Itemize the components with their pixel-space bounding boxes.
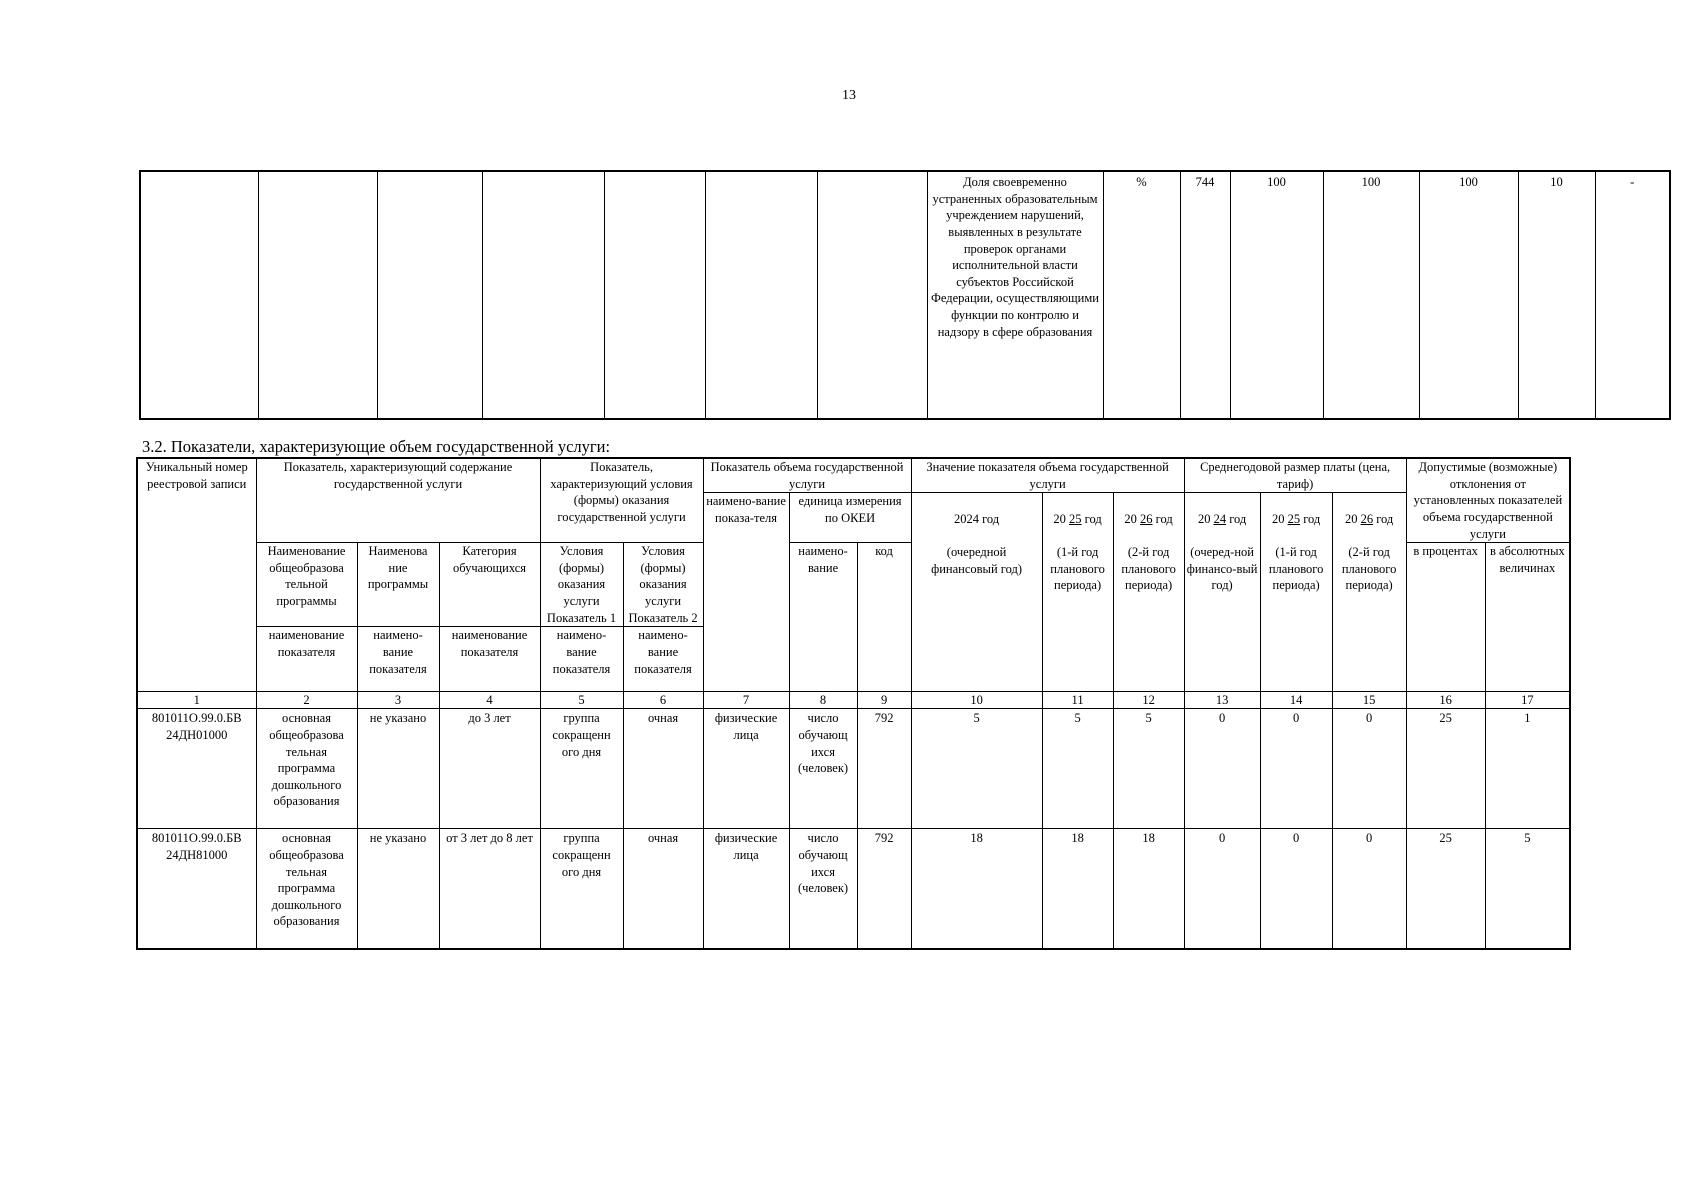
year-label (1045, 511, 1111, 528)
header-content-group: Показатель, характеризующий содержание государственной услуги (256, 458, 540, 543)
deviation-percent: 10 (1518, 171, 1595, 419)
deviation-percent: 25 (1406, 829, 1485, 950)
value-2025: 100 (1323, 171, 1419, 419)
section-title: 3.2. Показатели, характеризующие объем государственной услуги: (142, 437, 611, 456)
registry-number: 801011О.99.0.БВ 24ДН01000 (137, 709, 256, 829)
year-sub: (очередной финансовый год) (931, 544, 1022, 576)
value-2025: 18 (1042, 829, 1113, 950)
condition-2: очная (623, 829, 703, 950)
column-number-row (137, 692, 1570, 709)
volume-indicator-table (136, 457, 1571, 950)
header-indicator-1: наименование показателя (256, 627, 357, 692)
header-row (137, 458, 1570, 493)
column-number: 15 (1332, 692, 1406, 709)
header-registry-number: Уникальный номер реестровой записи (137, 458, 256, 692)
fee-2026: 0 (1332, 829, 1406, 950)
value-2024: 18 (911, 829, 1042, 950)
header-volume-group: Показатель объема государственной услуги (703, 458, 911, 493)
column-number: 8 (789, 692, 857, 709)
year-number: 26 (1140, 512, 1153, 527)
year-label (1335, 511, 1404, 528)
deviation-absolute: - (1595, 171, 1670, 419)
student-category: от 3 лет до 8 лет (439, 829, 540, 950)
header-category: Категория обучающихся (439, 543, 540, 627)
column-number: 6 (623, 692, 703, 709)
condition-1: группа сокращенн ого дня (540, 709, 623, 829)
year-sub: (1-й год планового периода) (1050, 544, 1105, 593)
year-sub: (1-й год планового периода) (1268, 544, 1324, 593)
header-deviation-group: Допустимые (возможные) отклонения от установленных показателей объема государственной услуги (1406, 458, 1570, 543)
header-conditions-group: Показатель, характеризующий условия (формы) оказания государственной услуги (540, 458, 703, 543)
header-year-2025 (1042, 493, 1113, 692)
year-label (1187, 511, 1258, 528)
header-indicator-name: наимено-вание показа-теля (703, 493, 789, 692)
fee-2025: 0 (1260, 709, 1332, 829)
year-prefix: 20 (1344, 512, 1358, 527)
value-2026: 18 (1113, 829, 1184, 950)
header-fee-group: Среднегодовой размер платы (цена, тариф) (1184, 458, 1406, 493)
year-label (1263, 511, 1330, 528)
column-number: 1 (137, 692, 256, 709)
fee-2025: 0 (1260, 829, 1332, 950)
empty-cell (604, 171, 705, 419)
column-number: 3 (357, 692, 439, 709)
column-number: 7 (703, 692, 789, 709)
table-row (137, 829, 1570, 950)
header-condition-2: Условия (формы) оказания услуги Показатель 2 (623, 543, 703, 627)
value-2026: 5 (1113, 709, 1184, 829)
empty-cell (140, 171, 258, 419)
year-suffix: год (1229, 512, 1247, 527)
column-number: 17 (1485, 692, 1570, 709)
column-number: 16 (1406, 692, 1485, 709)
deviation-absolute: 5 (1485, 829, 1570, 950)
deviation-absolute: 1 (1485, 709, 1570, 829)
column-number: 9 (857, 692, 911, 709)
year-prefix: 20 (1197, 512, 1211, 527)
header-unit-name: наимено-вание (789, 543, 857, 692)
indicator-name: Доля своевременно устраненных образовательным учреждением нарушений, выявленных в результате проверок органами исполнительной власти субъектов Российской Федерации, осуществляющими функции по контролю и надзору в сфере образования (927, 171, 1103, 419)
empty-cell (817, 171, 927, 419)
page-number: 13 (842, 88, 856, 103)
indicator-name: физические лица (703, 829, 789, 950)
year-label: 2024 год (953, 512, 1000, 527)
student-category: до 3 лет (439, 709, 540, 829)
deviation-percent: 25 (1406, 709, 1485, 829)
condition-1: группа сокращенн ого дня (540, 829, 623, 950)
unit-code: 744 (1180, 171, 1230, 419)
column-number: 5 (540, 692, 623, 709)
fee-2026: 0 (1332, 709, 1406, 829)
indicator-name: физические лица (703, 709, 789, 829)
year-sub: (2-й год планового периода) (1341, 544, 1397, 593)
header-deviation-absolute: в абсолютных величинах (1485, 543, 1570, 692)
unit-name: число обучающ ихся (человек) (789, 829, 857, 950)
table-row (140, 171, 1670, 419)
column-number: 12 (1113, 692, 1184, 709)
header-unit-okei: единица измерения по ОКЕИ (789, 493, 911, 543)
year-suffix: год (1155, 512, 1173, 527)
value-2025: 5 (1042, 709, 1113, 829)
header-indicator-3: наименование показателя (439, 627, 540, 692)
header-program: Наименова ние программы (357, 543, 439, 627)
empty-cell (705, 171, 817, 419)
table-row (137, 709, 1570, 829)
registry-number: 801011О.99.0.БВ 24ДН81000 (137, 829, 256, 950)
header-unit-code: код (857, 543, 911, 692)
unit-code: 792 (857, 829, 911, 950)
column-number: 4 (439, 692, 540, 709)
header-year-2024 (911, 493, 1042, 692)
program-name: основная общеобразова тельная программа дошкольного образования (256, 709, 357, 829)
unit-name: % (1103, 171, 1180, 419)
fee-2024: 0 (1184, 829, 1260, 950)
year-prefix: 20 (1124, 512, 1137, 527)
empty-cell (377, 171, 482, 419)
unit-code: 792 (857, 709, 911, 829)
empty-cell (482, 171, 604, 419)
year-prefix: 20 (1053, 512, 1066, 527)
header-value-group: Значение показателя объема государственной услуги (911, 458, 1184, 493)
column-number: 10 (911, 692, 1042, 709)
fee-2024: 0 (1184, 709, 1260, 829)
year-number: 25 (1287, 512, 1301, 527)
program: не указано (357, 709, 439, 829)
program-name: основная общеобразова тельная программа дошкольного образования (256, 829, 357, 950)
unit-name: число обучающ ихся (человек) (789, 709, 857, 829)
header-year-2026 (1113, 493, 1184, 692)
quality-indicator-table (139, 170, 1671, 420)
year-prefix: 20 (1271, 512, 1285, 527)
column-number: 14 (1260, 692, 1332, 709)
value-2026: 100 (1419, 171, 1518, 419)
condition-2: очная (623, 709, 703, 829)
year-number: 25 (1069, 512, 1082, 527)
header-program-name: Наименование общеобразова тельной программы (256, 543, 357, 627)
year-sub: (очеред-ной финансо-вый год) (1186, 544, 1258, 593)
value-2024: 100 (1230, 171, 1323, 419)
year-suffix: год (1376, 512, 1394, 527)
header-indicator-5: наимено-вание показателя (623, 627, 703, 692)
empty-cell (258, 171, 377, 419)
program: не указано (357, 829, 439, 950)
header-fee-2024 (1184, 493, 1260, 692)
header-indicator-4: наимено-вание показателя (540, 627, 623, 692)
year-sub: (2-й год планового периода) (1121, 544, 1176, 593)
header-condition-1: Условия (формы) оказания услуги Показатель 1 (540, 543, 623, 627)
header-fee-2026 (1332, 493, 1406, 692)
year-suffix: год (1303, 512, 1321, 527)
year-number: 24 (1213, 512, 1227, 527)
header-deviation-percent: в процентах (1406, 543, 1485, 692)
value-2024: 5 (911, 709, 1042, 829)
year-suffix: год (1084, 512, 1102, 527)
header-indicator-2: наимено-вание показателя (357, 627, 439, 692)
year-number: 26 (1360, 512, 1374, 527)
year-label (1116, 511, 1182, 528)
column-number: 2 (256, 692, 357, 709)
header-fee-2025 (1260, 493, 1332, 692)
column-number: 11 (1042, 692, 1113, 709)
column-number: 13 (1184, 692, 1260, 709)
